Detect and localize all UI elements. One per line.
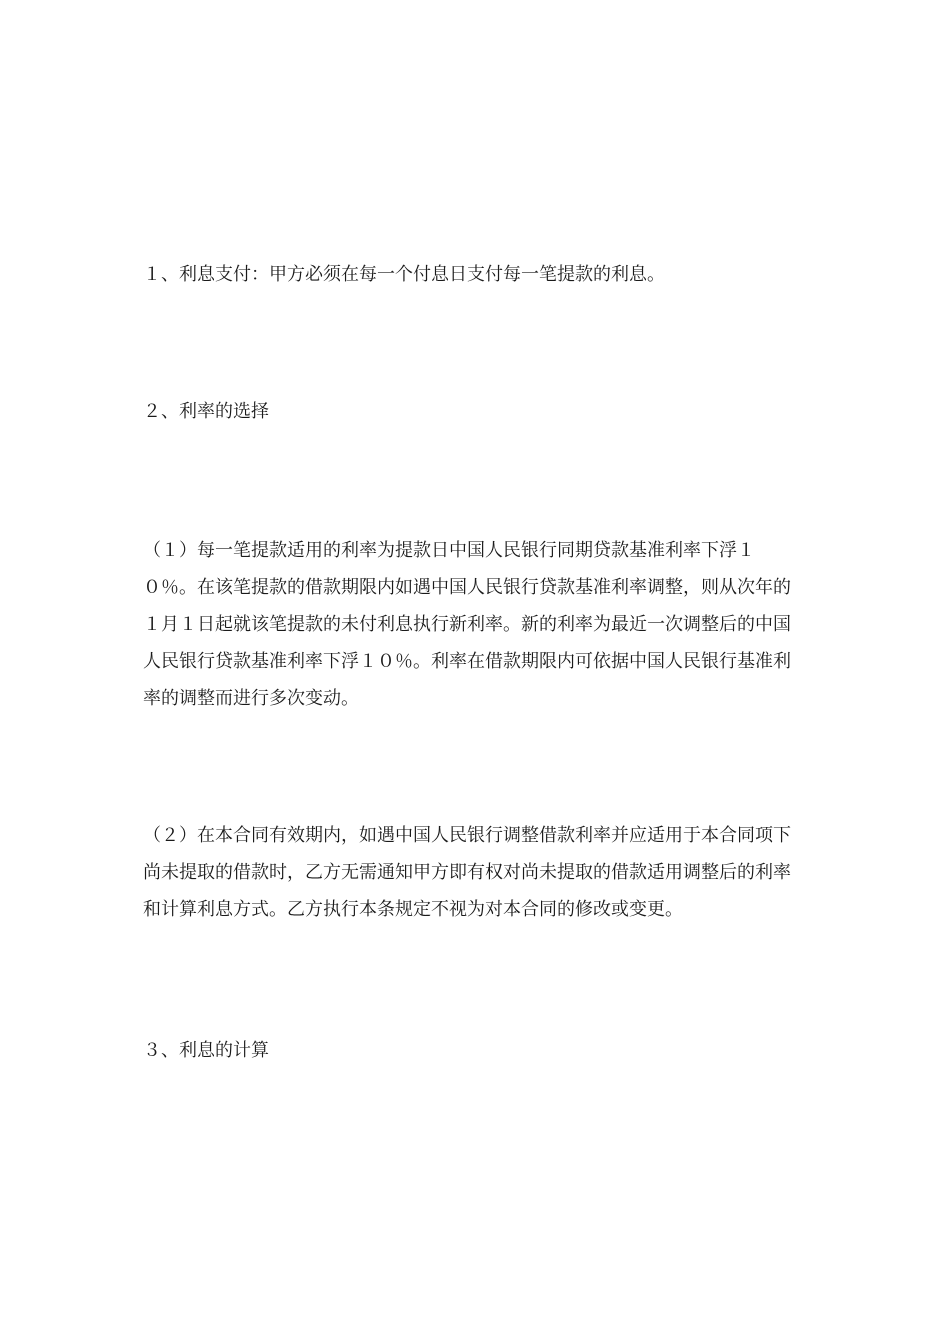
clause-interest-calculation-heading: ３、利息的计算	[143, 1040, 269, 1061]
clause-rate-selection-item-2: （２）在本合同有效期内，如遇中国人民银行调整借款利率并应适用于本合同项下尚未提取的借款时，乙方无需通知甲方即有权对尚未提取的借款适用调整后的利率和计算利息方式。乙方执行本条规定不视为对本合同的修改或变更。	[143, 825, 791, 920]
clause-rate-selection-item-1: （１）每一笔提款适用的利率为提款日中国人民银行同期贷款基准利率下浮１０％。在该笔提款的借款期限内如遇中国人民银行贷款基准利率调整，则从次年的１月１日起就该笔提款的未付利息执行新利率。新的利率为最近一次调整后的中国人民银行贷款基准利率下浮１０％。利率在借款期限内可依据中国人民银行基准利率的调整而进行多次变动。	[143, 540, 791, 709]
clause-interest-payment: １、利息支付：甲方必须在每一个付息日支付每一笔提款的利息。	[143, 264, 665, 285]
clause-rate-selection-heading: ２、利率的选择	[143, 401, 269, 422]
